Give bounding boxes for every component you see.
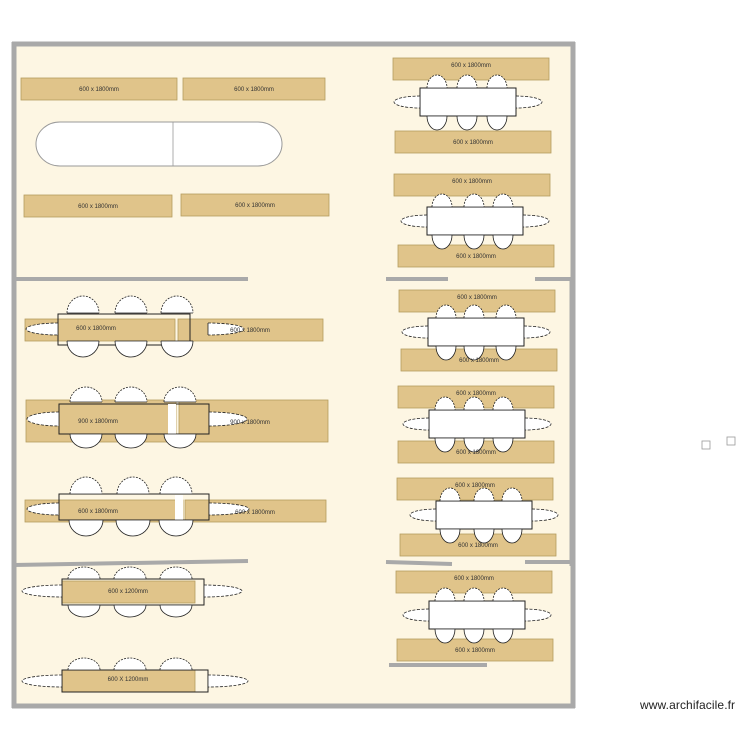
table-label: 600 x 1800mm	[451, 63, 491, 69]
table-label: 600 x 1800mm	[78, 204, 118, 210]
table-label: 600 x 1800mm	[457, 295, 497, 301]
white-table	[429, 410, 525, 438]
marker-square	[727, 437, 735, 445]
table-label: 600 x 1800mm	[459, 358, 499, 364]
table-label: 600 x 1800mm	[458, 543, 498, 549]
table-label: 600 x 1800mm	[455, 648, 495, 654]
table-label: 600 x 1800mm	[456, 254, 496, 260]
table-label: 600 x 1800mm	[235, 510, 275, 516]
brand-watermark: www.archifacile.fr	[640, 698, 736, 712]
table-label: 600 x 1800mm	[76, 326, 116, 332]
table	[394, 174, 550, 196]
white-table	[420, 88, 516, 116]
table-label: 600 x 1800mm	[234, 87, 274, 93]
table-label: 900 x 1800mm	[230, 420, 270, 426]
table-label: 600 x 1800mm	[455, 483, 495, 489]
table-label: 600 x 1800mm	[230, 328, 270, 334]
table-label: 900 x 1800mm	[78, 419, 118, 425]
white-table	[436, 501, 532, 529]
marker-square	[702, 441, 710, 449]
wall	[386, 562, 452, 564]
table-label: 600 x 1800mm	[454, 576, 494, 582]
table-label: 600 x 1800mm	[78, 509, 118, 515]
table-label: 600 x 1200mm	[108, 589, 148, 595]
table-label: 600 x 1800mm	[79, 87, 119, 93]
gap	[175, 495, 183, 523]
table-label: 600 x 1800mm	[453, 140, 493, 146]
table-label: 600 x 1800mm	[452, 179, 492, 185]
table-label: 600 x 1800mm	[456, 450, 496, 456]
white-table	[428, 318, 524, 346]
white-table	[427, 207, 523, 235]
table-label: 600 x 1800mm	[456, 391, 496, 397]
oval-table	[36, 122, 282, 166]
table-label: 600 X 1200mm	[107, 677, 149, 683]
white-table	[429, 601, 525, 629]
table-label: 600 x 1800mm	[235, 203, 275, 209]
